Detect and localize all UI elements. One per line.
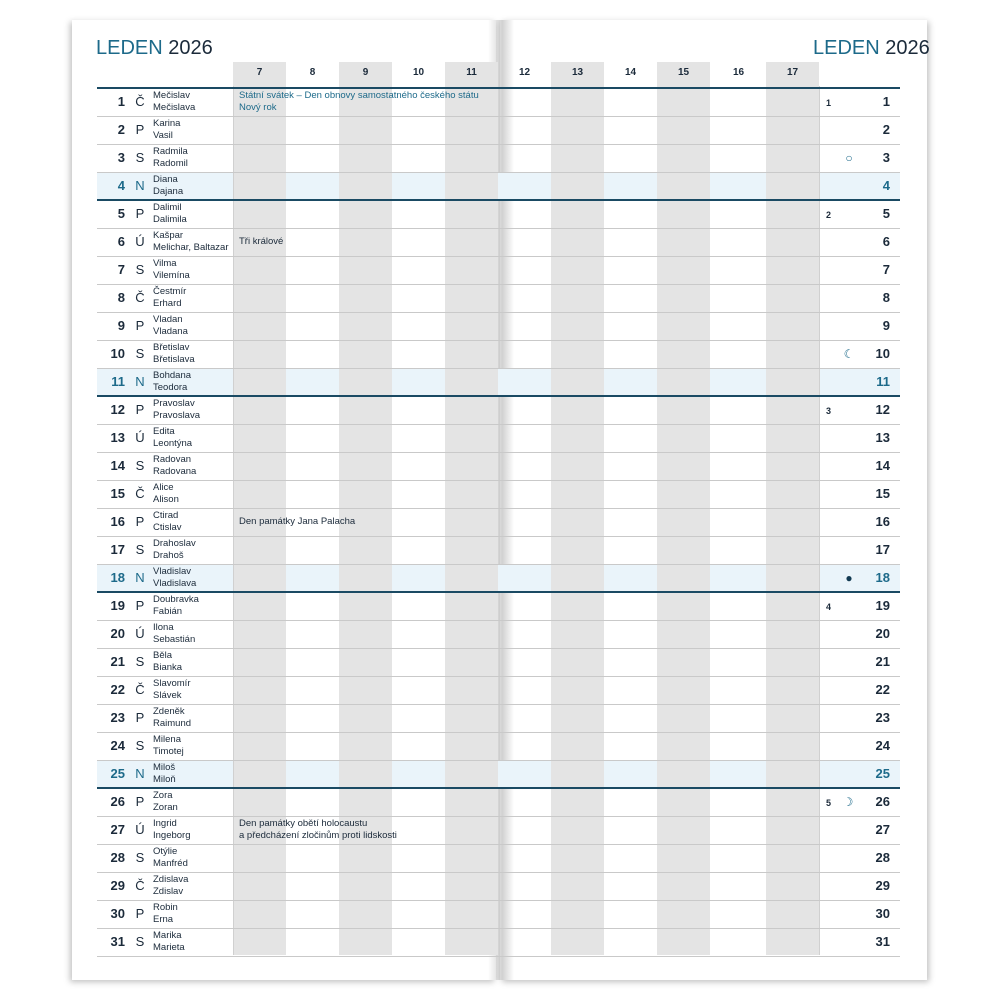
weekday-letter: Č — [135, 878, 145, 893]
day-number: 13 — [110, 430, 125, 445]
day-number: 22 — [110, 682, 125, 697]
day-number: 15 — [110, 486, 125, 501]
name-day-secondary: Drahoš — [153, 550, 184, 561]
name-day-secondary: Bianka — [153, 662, 183, 673]
day-number-right: 27 — [875, 822, 890, 837]
weekday-letter: Č — [135, 290, 145, 305]
day-number-right: 3 — [882, 150, 890, 165]
row-divider — [97, 452, 900, 453]
name-day-primary: Vladan — [153, 314, 183, 325]
name-day-secondary: Timotej — [153, 746, 184, 757]
name-day-primary: Vladislav — [153, 566, 192, 577]
day-number: 1 — [117, 94, 125, 109]
hour-header: 9 — [362, 67, 369, 78]
day-number-right: 30 — [875, 906, 890, 921]
weekday-letter: S — [135, 934, 145, 949]
hour-header: 14 — [624, 67, 637, 78]
row-divider — [97, 564, 900, 565]
day-number: 8 — [117, 290, 125, 305]
day-number-right: 29 — [875, 878, 890, 893]
day-number: 14 — [110, 458, 125, 473]
week-number: 5 — [826, 798, 832, 808]
day-number: 21 — [110, 654, 125, 669]
hour-header: 16 — [732, 67, 745, 78]
day-number-right: 13 — [875, 430, 890, 445]
row-divider — [97, 536, 900, 537]
name-day-secondary: Raimund — [153, 718, 192, 729]
name-day-secondary: Zdislav — [153, 886, 184, 897]
name-day-secondary: Ingeborg — [153, 830, 191, 841]
day-number: 30 — [110, 906, 125, 921]
hour-header: 7 — [256, 67, 263, 78]
name-day-secondary: Ctislav — [153, 522, 182, 533]
hour-header: 8 — [309, 67, 316, 78]
name-day-secondary: Leontýna — [153, 438, 193, 449]
column-separator — [819, 86, 820, 955]
weekday-letter: S — [135, 150, 145, 165]
row-divider — [97, 844, 900, 845]
day-number: 4 — [117, 178, 125, 193]
weekday-letter: N — [135, 570, 145, 585]
name-day-secondary: Teodora — [153, 382, 188, 393]
week-number: 3 — [826, 406, 832, 416]
row-divider — [97, 256, 900, 257]
event-text: Den památky obětí holocaustu — [239, 818, 368, 829]
day-number: 27 — [110, 822, 125, 837]
name-day-secondary: Zoran — [153, 802, 178, 813]
row-divider — [97, 676, 900, 677]
weekday-letter: P — [135, 402, 145, 417]
name-day-primary: Miloš — [153, 762, 176, 773]
weekday-letter: Č — [135, 486, 145, 501]
day-number: 6 — [117, 234, 125, 249]
row-divider — [97, 648, 900, 649]
row-divider — [97, 172, 900, 173]
column-separator — [233, 86, 234, 955]
day-number-right: 31 — [875, 934, 890, 949]
row-divider — [97, 872, 900, 873]
row-divider — [97, 900, 900, 901]
name-day-primary: Vilma — [153, 258, 177, 269]
name-day-secondary: Alison — [153, 494, 179, 505]
day-number: 17 — [110, 542, 125, 557]
day-number-right: 16 — [875, 514, 890, 529]
name-day-secondary: Pravoslava — [153, 410, 200, 421]
name-day-secondary: Vladislava — [153, 578, 197, 589]
row-divider — [97, 816, 900, 817]
name-day-secondary: Mečislava — [153, 102, 196, 113]
name-day-secondary: Erna — [153, 914, 174, 925]
weekday-letter: P — [135, 710, 145, 725]
day-number: 20 — [110, 626, 125, 641]
event-text: a předcházení zločinům proti lidskosti — [239, 830, 397, 841]
top-rule — [97, 87, 900, 89]
day-number: 29 — [110, 878, 125, 893]
day-number-right: 25 — [875, 766, 890, 781]
hour-header: 11 — [466, 67, 477, 78]
name-day-secondary: Erhard — [153, 298, 182, 309]
name-day-primary: Dalimil — [153, 202, 182, 213]
weekday-letter: N — [135, 178, 145, 193]
day-number: 31 — [110, 934, 125, 949]
name-day-secondary: Vasil — [153, 130, 173, 141]
event-text: Den památky Jana Palacha — [239, 516, 356, 527]
name-day-primary: Robin — [153, 902, 178, 913]
name-day-secondary: Vilemína — [153, 270, 190, 281]
day-number-right: 21 — [875, 654, 890, 669]
day-number-right: 17 — [875, 542, 890, 557]
event-text: Státní svátek – Den obnovy samostatného českého státu — [239, 90, 479, 101]
event-text: Tři králové — [239, 236, 284, 247]
row-divider — [97, 760, 900, 761]
row-divider — [97, 928, 900, 929]
row-divider — [97, 480, 900, 481]
name-day-secondary: Manfréd — [153, 858, 188, 869]
day-number-right: 4 — [882, 178, 890, 193]
row-divider — [97, 340, 900, 341]
weekday-letter: S — [135, 850, 145, 865]
name-day-primary: Marika — [153, 930, 182, 941]
name-day-secondary: Břetislava — [153, 354, 195, 365]
week-divider — [97, 591, 900, 593]
weekday-letter: S — [135, 458, 145, 473]
hour-header: 13 — [571, 67, 584, 78]
weekday-letter: S — [135, 738, 145, 753]
day-number-right: 23 — [875, 710, 890, 725]
name-day-secondary: Marieta — [153, 942, 185, 953]
week-number: 4 — [826, 602, 832, 612]
weekday-letter: S — [135, 262, 145, 277]
weekday-letter: Ú — [135, 822, 145, 837]
day-number-right: 28 — [875, 850, 890, 865]
row-divider — [97, 424, 900, 425]
hour-header: 10 — [412, 67, 425, 78]
day-number-right: 24 — [875, 738, 890, 753]
row-divider — [97, 144, 900, 145]
name-day-primary: Radmila — [153, 146, 188, 157]
weekday-letter: S — [135, 542, 145, 557]
hour-header: 17 — [786, 67, 799, 78]
name-day-secondary: Vladana — [153, 326, 188, 337]
day-number-right: 9 — [882, 318, 890, 333]
weekday-letter: Ú — [135, 430, 145, 445]
weekday-letter: Č — [135, 94, 145, 109]
name-day-primary: Karina — [153, 118, 181, 129]
weekday-letter: P — [135, 514, 145, 529]
row-divider — [97, 368, 900, 369]
weekday-letter: N — [135, 766, 145, 781]
weekday-letter: P — [135, 794, 145, 809]
weekday-letter: P — [135, 206, 145, 221]
row-divider — [97, 704, 900, 705]
day-number-right: 6 — [882, 234, 890, 249]
full-moon-icon: ○ — [845, 151, 853, 165]
name-day-primary: Běla — [153, 650, 173, 661]
name-day-primary: Mečislav — [153, 90, 190, 101]
name-day-primary: Slavomír — [153, 678, 191, 689]
day-number: 16 — [110, 514, 125, 529]
day-number-right: 20 — [875, 626, 890, 641]
day-number-right: 1 — [882, 94, 890, 109]
day-number: 18 — [110, 570, 125, 585]
day-number: 3 — [117, 150, 125, 165]
name-day-primary: Doubravka — [153, 594, 199, 605]
row-divider — [97, 620, 900, 621]
name-day-secondary: Sebastián — [153, 634, 196, 645]
name-day-primary: Ingrid — [153, 818, 177, 829]
day-number-right: 8 — [882, 290, 890, 305]
name-day-primary: Diana — [153, 174, 178, 185]
name-day-primary: Pravoslav — [153, 398, 195, 409]
row-divider — [97, 228, 900, 229]
right-year: 2026 — [885, 37, 930, 59]
weekday-letter: Ú — [135, 626, 145, 641]
row-divider — [97, 116, 900, 117]
day-number: 9 — [117, 318, 125, 333]
weekday-letter: N — [135, 374, 145, 389]
day-number: 10 — [110, 346, 125, 361]
new-moon-icon: ● — [845, 571, 853, 585]
row-divider — [97, 508, 900, 509]
name-day-primary: Milena — [153, 734, 181, 745]
name-day-primary: Otýlie — [153, 846, 178, 857]
day-number-right: 11 — [876, 374, 890, 389]
name-day-primary: Zora — [153, 790, 173, 801]
week-divider — [97, 395, 900, 397]
row-divider — [97, 284, 900, 285]
name-day-secondary: Miloň — [153, 774, 176, 785]
weekday-letter: P — [135, 318, 145, 333]
name-day-primary: Zdeněk — [153, 706, 185, 717]
day-number-right: 26 — [875, 794, 890, 809]
day-number: 28 — [110, 850, 125, 865]
weekday-letter: P — [135, 122, 145, 137]
weekday-letter: Č — [135, 682, 145, 697]
name-day-primary: Bohdana — [153, 370, 192, 381]
name-day-primary: Drahoslav — [153, 538, 196, 549]
day-number: 19 — [110, 598, 125, 613]
row-divider — [97, 312, 900, 313]
day-number-right: 2 — [882, 122, 890, 137]
hour-header: 12 — [518, 67, 531, 78]
name-day-secondary: Dajana — [153, 186, 184, 197]
week-divider — [97, 199, 900, 201]
day-number: 26 — [110, 794, 125, 809]
day-number-right: 14 — [875, 458, 890, 473]
day-number: 11 — [111, 374, 125, 389]
first-quarter-moon-icon: ☽ — [842, 795, 854, 809]
last-quarter-moon-icon: ☾ — [843, 347, 855, 361]
name-day-secondary: Fabián — [153, 606, 183, 617]
name-day-primary: Ilona — [153, 622, 174, 633]
row-divider — [97, 732, 900, 733]
weekday-letter: S — [135, 346, 145, 361]
day-number-right: 10 — [875, 346, 890, 361]
day-number: 24 — [110, 738, 125, 753]
day-number: 5 — [117, 206, 125, 221]
day-number: 7 — [117, 262, 125, 277]
name-day-secondary: Melichar, Baltazar — [153, 242, 229, 253]
day-number-right: 15 — [875, 486, 890, 501]
event-text: Nový rok — [239, 102, 277, 113]
weekday-letter: S — [135, 654, 145, 669]
hour-header: 15 — [677, 67, 690, 78]
name-day-primary: Radovan — [153, 454, 192, 465]
name-day-primary: Břetislav — [153, 342, 190, 353]
name-day-primary: Čestmír — [153, 286, 187, 297]
weekday-letter: P — [135, 906, 145, 921]
day-number-right: 22 — [875, 682, 890, 697]
day-number: 2 — [117, 122, 125, 137]
week-number: 2 — [826, 210, 832, 220]
day-number: 23 — [110, 710, 125, 725]
left-month: LEDEN — [96, 37, 163, 59]
week-divider — [97, 787, 900, 789]
name-day-secondary: Slávek — [153, 690, 182, 701]
name-day-primary: Alice — [153, 482, 174, 493]
name-day-primary: Ctirad — [153, 510, 179, 521]
week-number: 1 — [826, 98, 832, 108]
name-day-primary: Zdislava — [153, 874, 189, 885]
weekday-letter: P — [135, 598, 145, 613]
day-number: 25 — [110, 766, 125, 781]
weekday-letter: Ú — [135, 234, 145, 249]
name-day-primary: Edita — [153, 426, 175, 437]
day-number-right: 18 — [875, 570, 890, 585]
row-divider — [97, 956, 900, 957]
name-day-secondary: Radomil — [153, 158, 188, 169]
day-number: 12 — [110, 402, 125, 417]
name-day-secondary: Dalimila — [153, 214, 187, 225]
day-number-right: 19 — [875, 598, 890, 613]
left-year: 2026 — [168, 37, 213, 59]
name-day-primary: Kašpar — [153, 230, 184, 241]
day-number-right: 12 — [875, 402, 890, 417]
right-month: LEDEN — [813, 37, 880, 59]
day-number-right: 5 — [882, 206, 890, 221]
day-number-right: 7 — [882, 262, 890, 277]
name-day-secondary: Radovana — [153, 466, 197, 477]
